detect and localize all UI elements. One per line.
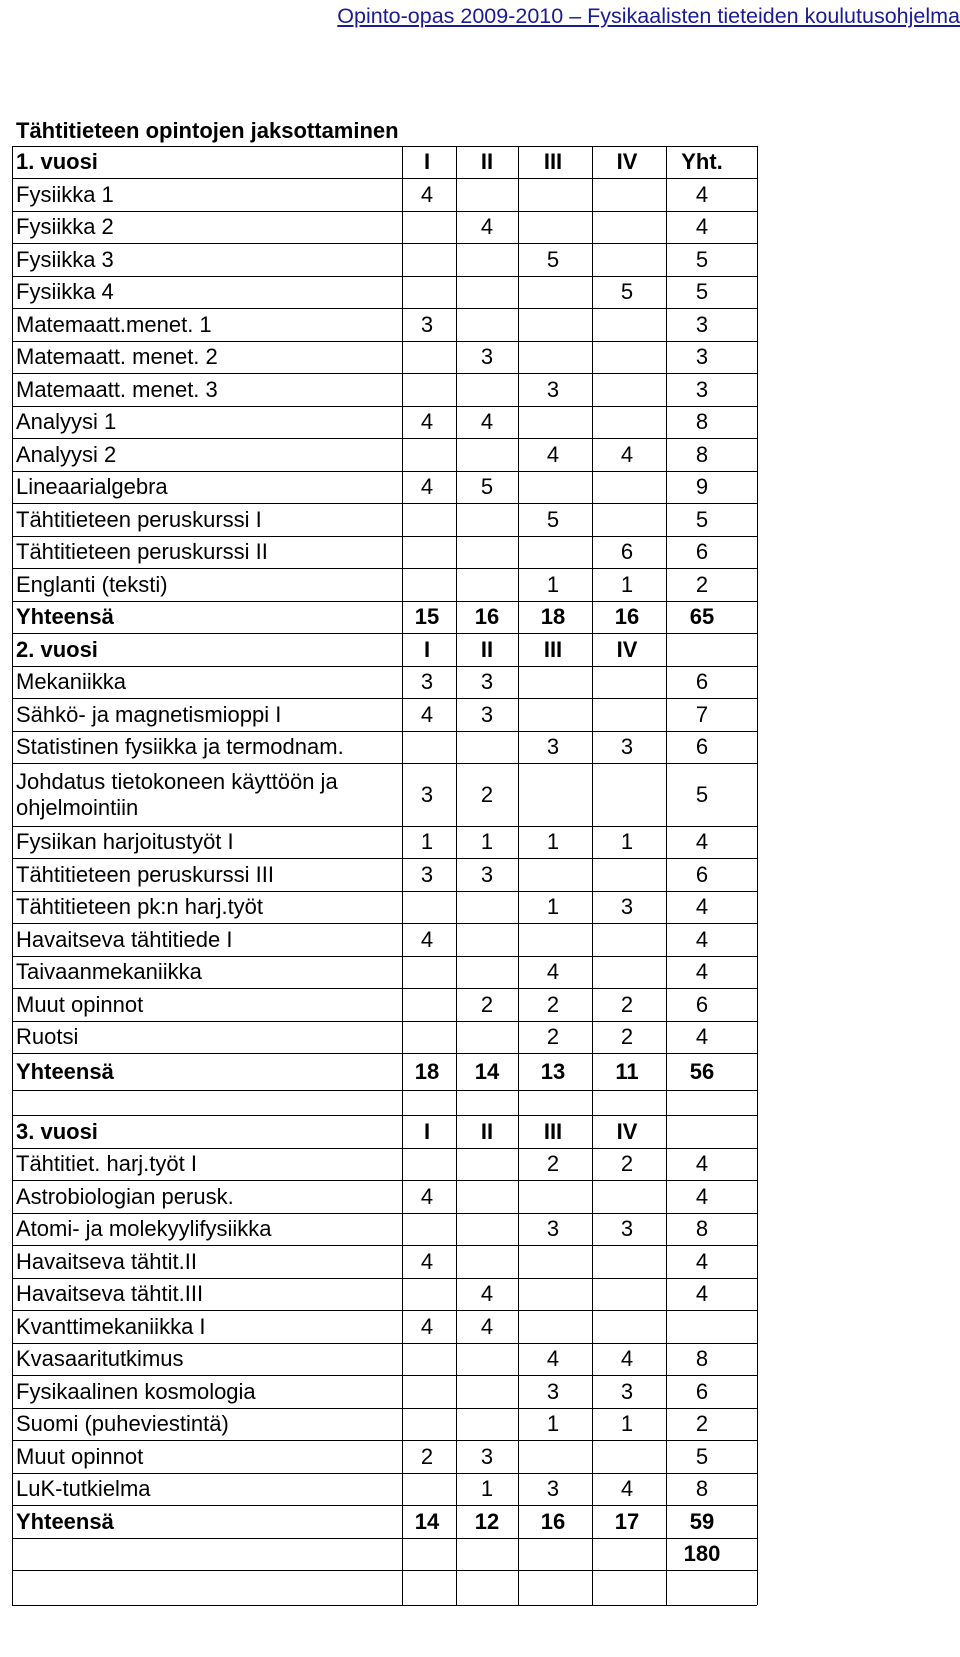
grid-line-horizontal <box>12 243 757 244</box>
grid-line-horizontal <box>12 763 757 764</box>
period-cell: 14 <box>414 1509 440 1534</box>
period-cell: III <box>543 149 563 174</box>
row-label: Kvasaaritutkimus <box>16 1346 184 1371</box>
period-cell: IV <box>616 637 638 662</box>
total-cell: 8 <box>695 409 709 434</box>
grid-line-horizontal <box>12 146 757 147</box>
period-cell: 3 <box>420 669 434 694</box>
total-cell: 2 <box>695 1411 709 1436</box>
period-cell: 6 <box>620 539 634 564</box>
header-link[interactable]: Opinto-opas 2009-2010 – Fysikaalisten tieteiden koulutusohjelma <box>337 4 960 28</box>
row-label: Yhteensä <box>16 1059 114 1084</box>
grid-line-horizontal <box>12 698 757 699</box>
period-cell: 13 <box>540 1059 566 1084</box>
period-cell: 4 <box>420 474 434 499</box>
row-label: Matemaatt. menet. 3 <box>16 377 218 402</box>
period-cell: III <box>543 1119 563 1144</box>
period-cell: 4 <box>420 1314 434 1339</box>
row-label: Fysiikka 2 <box>16 214 114 239</box>
total-cell: 8 <box>695 1216 709 1241</box>
row-label: Analyysi 1 <box>16 409 117 434</box>
row-label: Suomi (puheviestintä) <box>16 1411 229 1436</box>
period-cell: 4 <box>546 442 560 467</box>
grid-line-horizontal <box>12 1538 757 1539</box>
total-cell: 5 <box>695 782 709 807</box>
period-cell: 3 <box>546 377 560 402</box>
grid-line-horizontal <box>12 211 757 212</box>
total-cell: 4 <box>695 1024 709 1049</box>
period-cell: 3 <box>546 1476 560 1501</box>
period-cell: 16 <box>614 604 640 629</box>
grid-line-horizontal <box>12 1090 757 1091</box>
period-cell: 1 <box>546 894 560 919</box>
row-label-continued: ohjelmointiin <box>16 795 139 820</box>
period-cell: IV <box>616 149 638 174</box>
total-cell: 3 <box>695 344 709 369</box>
grid-line-vertical <box>12 146 13 1605</box>
period-cell: 1 <box>620 572 634 597</box>
period-cell: II <box>480 1119 494 1144</box>
period-cell: 3 <box>480 669 494 694</box>
period-cell: 5 <box>480 474 494 499</box>
row-label: 3. vuosi <box>16 1119 98 1144</box>
grid-line-horizontal <box>12 1115 757 1116</box>
period-cell: 4 <box>620 442 634 467</box>
period-cell: 2 <box>480 992 494 1017</box>
row-label: Tähtitieteen peruskurssi I <box>16 507 262 532</box>
period-cell: 17 <box>614 1509 640 1534</box>
row-label: Muut opinnot <box>16 992 144 1017</box>
period-cell: 3 <box>620 894 634 919</box>
total-cell: 5 <box>695 507 709 532</box>
total-cell: 8 <box>695 1476 709 1501</box>
grid-line-horizontal <box>12 956 757 957</box>
row-label: Fysikaalinen kosmologia <box>16 1379 256 1404</box>
row-label: Fysiikan harjoitustyöt I <box>16 829 234 854</box>
total-cell: 3 <box>695 312 709 337</box>
period-cell: 4 <box>480 1314 494 1339</box>
grid-line-horizontal <box>12 503 757 504</box>
total-cell: 5 <box>695 247 709 272</box>
total-cell: 4 <box>695 1184 709 1209</box>
grid-line-horizontal <box>12 308 757 309</box>
grid-line-vertical <box>666 146 667 1605</box>
grid-line-horizontal <box>12 1473 757 1474</box>
period-cell: II <box>480 637 494 662</box>
period-cell: II <box>480 149 494 174</box>
period-cell: 5 <box>546 507 560 532</box>
grid-line-horizontal <box>12 1505 757 1506</box>
grid-line-horizontal <box>12 1310 757 1311</box>
total-cell: 6 <box>695 539 709 564</box>
grid-line-horizontal <box>12 1053 757 1054</box>
total-cell: 3 <box>695 377 709 402</box>
grid-line-horizontal <box>12 276 757 277</box>
period-cell: 5 <box>620 279 634 304</box>
grid-line-horizontal <box>12 858 757 859</box>
period-cell: 3 <box>546 1379 560 1404</box>
grid-line-horizontal <box>12 601 757 602</box>
row-label: Havaitseva tähtit.II <box>16 1249 197 1274</box>
grid-line-horizontal <box>12 1408 757 1409</box>
period-cell: 1 <box>480 829 494 854</box>
row-label: Analyysi 2 <box>16 442 117 467</box>
row-label: 1. vuosi <box>16 149 98 174</box>
grid-line-horizontal <box>12 1605 757 1606</box>
total-cell: 4 <box>695 182 709 207</box>
period-cell: I <box>423 149 431 174</box>
grid-line-horizontal <box>12 1278 757 1279</box>
period-cell: 4 <box>480 409 494 434</box>
row-label: Matemaatt. menet. 2 <box>16 344 218 369</box>
row-label: Astrobiologian perusk. <box>16 1184 234 1209</box>
total-cell: 4 <box>695 1151 709 1176</box>
total-cell: 6 <box>695 1379 709 1404</box>
row-label: Havaitseva tähtit.III <box>16 1281 204 1306</box>
period-cell: 1 <box>620 1411 634 1436</box>
period-cell: 1 <box>546 829 560 854</box>
row-label: Kvanttimekaniikka I <box>16 1314 206 1339</box>
row-label: Tähtitieteen peruskurssi III <box>16 862 275 887</box>
period-cell: 15 <box>414 604 440 629</box>
table-title: Tähtitieteen opintojen jaksottaminen <box>16 118 399 143</box>
row-label: Lineaarialgebra <box>16 474 168 499</box>
grid-line-horizontal <box>12 406 757 407</box>
grid-line-horizontal <box>12 1213 757 1214</box>
period-cell: 1 <box>620 829 634 854</box>
row-label: Atomi- ja molekyylifysiikka <box>16 1216 272 1241</box>
total-cell: 4 <box>695 927 709 952</box>
row-label: Tähtitieteen peruskurssi II <box>16 539 268 564</box>
row-label: Fysiikka 4 <box>16 279 114 304</box>
row-label: Mekaniikka <box>16 669 127 694</box>
total-cell: Yht. <box>681 149 723 174</box>
grid-line-horizontal <box>12 988 757 989</box>
period-cell: 2 <box>480 782 494 807</box>
total-cell: 59 <box>689 1509 715 1534</box>
total-cell: 2 <box>695 572 709 597</box>
period-cell: 2 <box>620 1024 634 1049</box>
grid-line-horizontal <box>12 438 757 439</box>
total-cell: 4 <box>695 1281 709 1306</box>
row-label: Tähtitiet. harj.työt I <box>16 1151 197 1176</box>
period-cell: 3 <box>480 702 494 727</box>
grid-line-horizontal <box>12 1570 757 1571</box>
period-cell: 4 <box>420 1249 434 1274</box>
period-cell: 2 <box>546 992 560 1017</box>
period-cell: 18 <box>540 604 566 629</box>
grid-line-horizontal <box>12 536 757 537</box>
grid-line-horizontal <box>12 341 757 342</box>
total-cell: 8 <box>695 1346 709 1371</box>
row-label: Havaitseva tähtitiede I <box>16 927 233 952</box>
total-cell: 4 <box>695 1249 709 1274</box>
grid-line-horizontal <box>12 891 757 892</box>
grid-line-horizontal <box>12 1375 757 1376</box>
grid-line-horizontal <box>12 1245 757 1246</box>
period-cell: I <box>423 1119 431 1144</box>
period-cell: 3 <box>480 1444 494 1469</box>
row-label: Sähkö- ja magnetismioppi I <box>16 702 282 727</box>
total-cell: 8 <box>695 442 709 467</box>
total-cell: 9 <box>695 474 709 499</box>
period-cell: I <box>423 637 431 662</box>
total-cell: 5 <box>695 279 709 304</box>
period-cell: 1 <box>546 1411 560 1436</box>
row-label: Johdatus tietokoneen käyttöön ja <box>16 769 338 794</box>
period-cell: 18 <box>414 1059 440 1084</box>
period-cell: 3 <box>420 312 434 337</box>
row-label: Muut opinnot <box>16 1444 144 1469</box>
grid-line-horizontal <box>12 1148 757 1149</box>
period-cell: 2 <box>546 1024 560 1049</box>
period-cell: 4 <box>480 214 494 239</box>
grid-line-horizontal <box>12 1180 757 1181</box>
grid-line-horizontal <box>12 568 757 569</box>
period-cell: 2 <box>620 992 634 1017</box>
grid-line-horizontal <box>12 923 757 924</box>
row-label: Fysiikka 3 <box>16 247 114 272</box>
period-cell: 3 <box>420 782 434 807</box>
row-label: Fysiikka 1 <box>16 182 114 207</box>
period-cell: 16 <box>474 604 500 629</box>
total-cell: 4 <box>695 959 709 984</box>
row-label: LuK-tutkielma <box>16 1476 151 1501</box>
row-label: Ruotsi <box>16 1024 79 1049</box>
period-cell: 2 <box>620 1151 634 1176</box>
total-cell: 65 <box>689 604 715 629</box>
total-cell: 5 <box>695 1444 709 1469</box>
grid-line-horizontal <box>12 1440 757 1441</box>
grid-line-horizontal <box>12 633 757 634</box>
period-cell: 3 <box>546 1216 560 1241</box>
row-label: Yhteensä <box>16 1509 114 1534</box>
total-cell: 6 <box>695 992 709 1017</box>
period-cell: 4 <box>546 1346 560 1371</box>
period-cell: 3 <box>620 1379 634 1404</box>
grid-line-horizontal <box>12 178 757 179</box>
period-cell: IV <box>616 1119 638 1144</box>
row-label: Englanti (teksti) <box>16 572 168 597</box>
period-cell: 4 <box>480 1281 494 1306</box>
period-cell: 1 <box>480 1476 494 1501</box>
period-cell: 3 <box>620 734 634 759</box>
row-label: Matemaatt.menet. 1 <box>16 312 212 337</box>
grid-line-horizontal <box>12 1021 757 1022</box>
period-cell: 4 <box>546 959 560 984</box>
total-cell: 56 <box>689 1059 715 1084</box>
total-cell: 6 <box>695 669 709 694</box>
period-cell: 5 <box>546 247 560 272</box>
period-cell: 12 <box>474 1509 500 1534</box>
period-cell: 4 <box>420 409 434 434</box>
grid-line-horizontal <box>12 471 757 472</box>
period-cell: 4 <box>620 1346 634 1371</box>
study-schedule-table <box>12 0 812 1657</box>
period-cell: 1 <box>546 572 560 597</box>
period-cell: 3 <box>480 344 494 369</box>
grid-line-horizontal <box>12 731 757 732</box>
row-label: Yhteensä <box>16 604 114 629</box>
period-cell: 2 <box>420 1444 434 1469</box>
period-cell: 11 <box>615 1059 639 1084</box>
total-cell: 180 <box>683 1541 721 1566</box>
period-cell: 4 <box>620 1476 634 1501</box>
period-cell: 4 <box>420 702 434 727</box>
total-cell: 4 <box>695 894 709 919</box>
grid-line-vertical <box>518 146 519 1605</box>
period-cell: 4 <box>420 182 434 207</box>
total-cell: 6 <box>695 862 709 887</box>
grid-line-vertical <box>757 146 758 1605</box>
grid-line-horizontal <box>12 1343 757 1344</box>
period-cell: 1 <box>420 829 434 854</box>
period-cell: 3 <box>420 862 434 887</box>
row-label: 2. vuosi <box>16 637 98 662</box>
period-cell: 3 <box>620 1216 634 1241</box>
row-label: Taivaanmekaniikka <box>16 959 202 984</box>
period-cell: 16 <box>540 1509 566 1534</box>
period-cell: 4 <box>420 927 434 952</box>
period-cell: 3 <box>546 734 560 759</box>
grid-line-horizontal <box>12 826 757 827</box>
period-cell: 3 <box>480 862 494 887</box>
period-cell: III <box>543 637 563 662</box>
total-cell: 6 <box>695 734 709 759</box>
row-label: Statistinen fysiikka ja termodnam. <box>16 734 344 759</box>
period-cell: 4 <box>420 1184 434 1209</box>
total-cell: 7 <box>695 702 709 727</box>
total-cell: 4 <box>695 214 709 239</box>
grid-line-vertical <box>592 146 593 1605</box>
grid-line-horizontal <box>12 666 757 667</box>
total-cell: 4 <box>695 829 709 854</box>
period-cell: 2 <box>546 1151 560 1176</box>
grid-line-horizontal <box>12 373 757 374</box>
period-cell: 14 <box>474 1059 500 1084</box>
row-label: Tähtitieteen pk:n harj.työt <box>16 894 264 919</box>
